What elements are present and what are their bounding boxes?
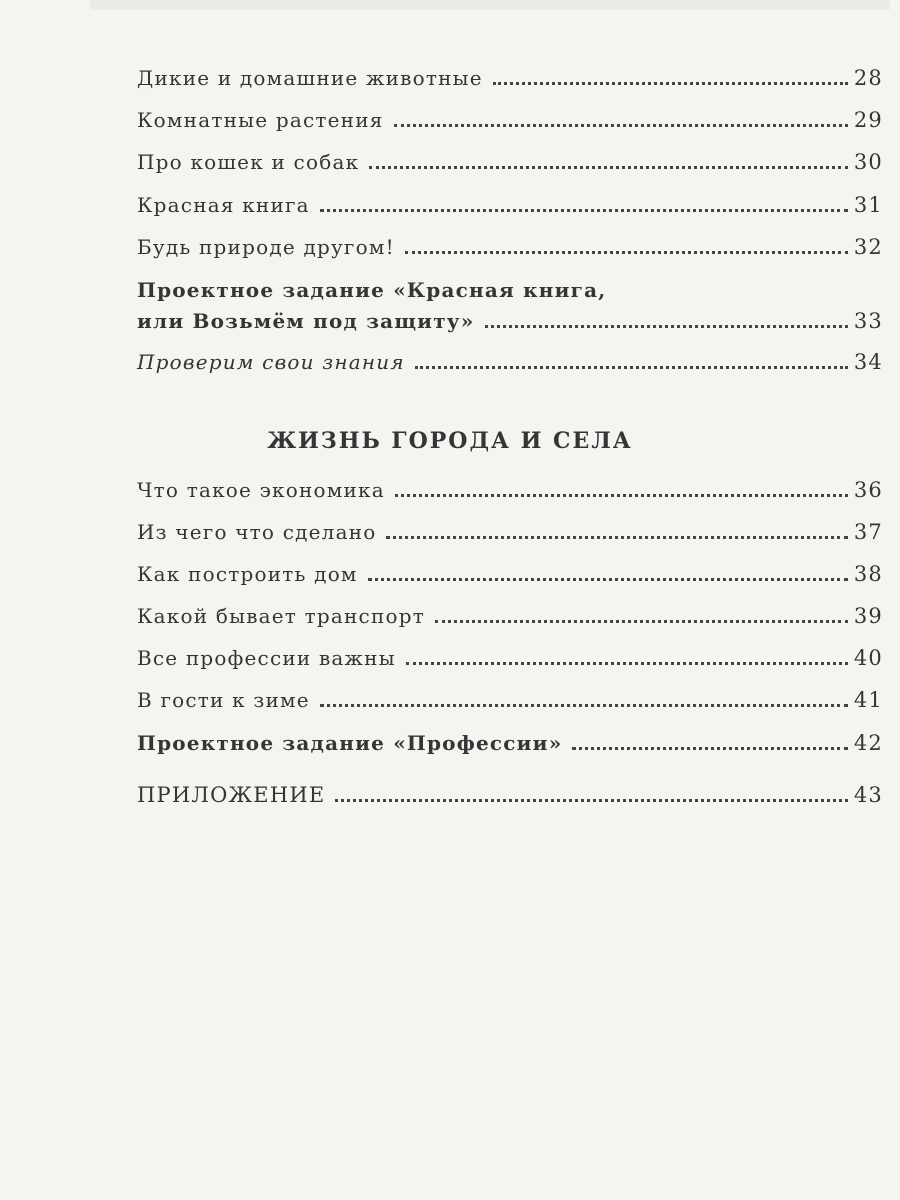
toc-entry-page: 34 (853, 350, 883, 374)
toc-entry-page: 42 (853, 731, 883, 755)
check-knowledge-entry[interactable] (137, 350, 883, 380)
toc-entry[interactable] (137, 604, 883, 634)
dot-leader (572, 747, 847, 750)
dot-leader (435, 620, 848, 623)
toc-entry-page: 37 (853, 520, 883, 544)
toc-entry-label: Проверим свои знания (137, 350, 405, 374)
dot-leader (369, 166, 848, 169)
dot-leader (405, 251, 848, 254)
toc-entry-label: Что такое экономика (137, 478, 385, 502)
toc-entry-label: Про кошек и собак (137, 150, 360, 174)
page-top-edge (90, 0, 890, 10)
toc-entry-page: 38 (853, 562, 883, 586)
toc-entry-label: Будь природе другом! (137, 235, 395, 259)
dot-leader (394, 124, 848, 127)
toc-entry-label: Красная книга (137, 193, 310, 217)
dot-leader (485, 325, 848, 328)
toc-entry-page: 31 (853, 193, 883, 217)
toc-entry[interactable] (137, 478, 883, 508)
toc-entry[interactable] (137, 688, 883, 718)
dot-leader (395, 494, 848, 497)
project-entry[interactable] (137, 731, 883, 761)
dot-leader (335, 799, 847, 802)
toc-entry[interactable] (137, 646, 883, 676)
dot-leader (415, 366, 848, 369)
toc-entry[interactable] (137, 235, 883, 265)
toc-entry-label: Как построить дом (137, 562, 358, 586)
section-heading: ЖИЗНЬ ГОРОДА И СЕЛА (267, 428, 633, 454)
toc-entry[interactable] (137, 66, 883, 96)
toc-entry-label: или Возьмём под защиту» (137, 309, 475, 333)
dot-leader (368, 578, 848, 581)
toc-entry[interactable] (137, 193, 883, 223)
toc-entry-page: 30 (853, 150, 883, 174)
appendix-entry[interactable] (137, 783, 883, 813)
toc-entry-page: 41 (853, 688, 883, 712)
toc-entry-label: Из чего что сделано (137, 520, 377, 544)
dot-leader (386, 536, 847, 539)
toc-entry-page: 29 (853, 108, 883, 132)
project-entry[interactable] (137, 309, 883, 339)
toc-entry-label: Дикие и домашние животные (137, 66, 483, 90)
toc-entry[interactable] (137, 150, 883, 180)
toc-entry-label: Какой бывает транспорт (137, 604, 425, 628)
dot-leader (320, 209, 848, 212)
toc-entry[interactable] (137, 108, 883, 138)
project-entry-line1[interactable]: Проектное задание «Красная книга, (137, 278, 607, 302)
toc-entry-page: 40 (853, 646, 883, 670)
dot-leader (406, 662, 848, 665)
toc-entry-page: 39 (853, 604, 883, 628)
toc-entry-page: 36 (853, 478, 883, 502)
dot-leader (493, 82, 848, 85)
toc-entry-page: 32 (853, 235, 883, 259)
toc-entry-label: ПРИЛОЖЕНИЕ (137, 783, 326, 807)
toc-entry-label: Проектное задание «Профессии» (137, 731, 563, 755)
toc-entry[interactable] (137, 520, 883, 550)
dot-leader (320, 704, 848, 707)
toc-entry-page: 33 (853, 309, 883, 333)
toc-entry-page: 43 (853, 783, 883, 807)
toc-entry[interactable] (137, 562, 883, 592)
toc-entry-label: В гости к зиме (137, 688, 310, 712)
toc-entry-label: Комнатные растения (137, 108, 384, 132)
toc-entry-label: Все профессии важны (137, 646, 396, 670)
toc-entry-page: 28 (853, 66, 883, 90)
